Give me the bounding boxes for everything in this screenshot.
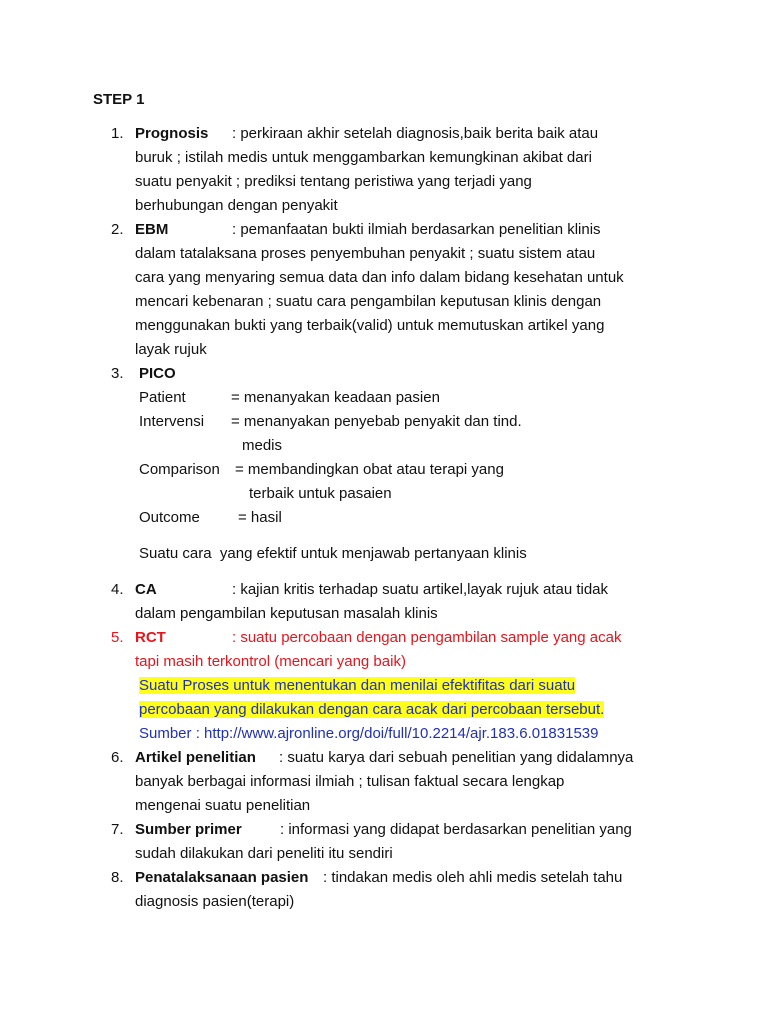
definition-line: suatu penyakit ; prediksi tentang peristiwa yang terjadi yang (135, 173, 532, 190)
term-ca: CA (135, 581, 157, 598)
item-number: 4. (111, 581, 124, 598)
pico-label-comparison: Comparison (139, 461, 220, 478)
definition-line: dalam pengambilan keputusan masalah klinis (135, 605, 438, 622)
source-citation: Sumber : http://www.ajronline.org/doi/full/10.2214/ajr.183.6.01831539 (139, 725, 599, 742)
term-penatalaksanaan-pasien: Penatalaksanaan pasien (135, 869, 309, 886)
definition-line: berhubungan dengan penyakit (135, 197, 338, 214)
item-number: 1. (111, 125, 124, 142)
pico-label-outcome: Outcome (139, 509, 200, 526)
term-rct: RCT (135, 629, 166, 646)
item-number: 7. (111, 821, 124, 838)
term-sumber-primer: Sumber primer (135, 821, 242, 838)
definition-line: diagnosis pasien(terapi) (135, 893, 295, 910)
definition-line: : informasi yang didapat berdasarkan penelitian yang (280, 821, 632, 838)
highlighted-text (139, 700, 604, 720)
item-number: 6. (111, 749, 124, 766)
definition-line: buruk ; istilah medis untuk menggambarkan kemungkinan akibat dari (135, 149, 592, 166)
definition-line: banyak berbagai informasi ilmiah ; tulisan faktual secara lengkap (135, 773, 565, 790)
term-pico: PICO (139, 365, 176, 382)
definition-line: sudah dilakukan dari peneliti itu sendiri (135, 845, 393, 862)
pico-definition-cont: terbaik untuk pasaien (249, 485, 392, 502)
definition-line: : suatu karya dari sebuah penelitian yang didalamnya (279, 749, 634, 766)
definition-line: mengenai suatu penelitian (135, 797, 311, 814)
pico-definition: = menanyakan keadaan pasien (231, 389, 440, 406)
pico-definition: = hasil (238, 509, 282, 526)
pico-label-intervensi: Intervensi (139, 413, 205, 430)
pico-definition: = membandingkan obat atau terapi yang (235, 461, 504, 478)
definition-line: mencari kebenaran ; suatu cara pengambilan keputusan klinis dengan (135, 293, 602, 310)
definition-line: dalam tatalaksana proses penyembuhan penyakit ; suatu sistem atau (135, 245, 596, 262)
definition-line: cara yang menyaring semua data dan info dalam bidang kesehatan untuk (135, 269, 624, 286)
highlighted-text (139, 676, 575, 696)
pico-label-patient: Patient (139, 389, 186, 406)
pico-note: Suatu cara yang efektif untuk menjawab pertanyaan klinis (139, 545, 527, 562)
definition-line: layak rujuk (135, 341, 207, 358)
pico-definition-cont: medis (242, 437, 283, 454)
definition-line: : pemanfaatan bukti ilmiah berdasarkan penelitian klinis (232, 221, 601, 238)
definition-line: tapi masih terkontrol (mencari yang baik) (135, 653, 406, 670)
definition-line: : perkiraan akhir setelah diagnosis,baik berita baik atau (232, 125, 599, 142)
term-artikel-penelitian: Artikel penelitian (135, 749, 256, 766)
term-prognosis: Prognosis (135, 125, 209, 142)
item-number: 8. (111, 869, 124, 886)
term-ebm: EBM (135, 221, 169, 238)
definition-line: menggunakan bukti yang terbaik(valid) untuk memutuskan artikel yang (135, 317, 605, 334)
item-number: 5. (111, 629, 124, 646)
highlighted-line: percobaan yang dilakukan dengan cara acak dari percobaan tersebut. (139, 701, 605, 718)
pico-definition: = menanyakan penyebab penyakit dan tind. (231, 413, 522, 430)
definition-line: : suatu percobaan dengan pengambilan sample yang acak (232, 629, 622, 646)
item-number: 2. (111, 221, 124, 238)
step-heading: STEP 1 (93, 91, 145, 108)
highlighted-line: Suatu Proses untuk menentukan dan menilai efektifitas dari suatu (139, 677, 576, 694)
definition-line: : tindakan medis oleh ahli medis setelah tahu (323, 869, 623, 886)
item-number: 3. (111, 365, 124, 382)
definition-line: : kajian kritis terhadap suatu artikel,layak rujuk atau tidak (232, 581, 609, 598)
